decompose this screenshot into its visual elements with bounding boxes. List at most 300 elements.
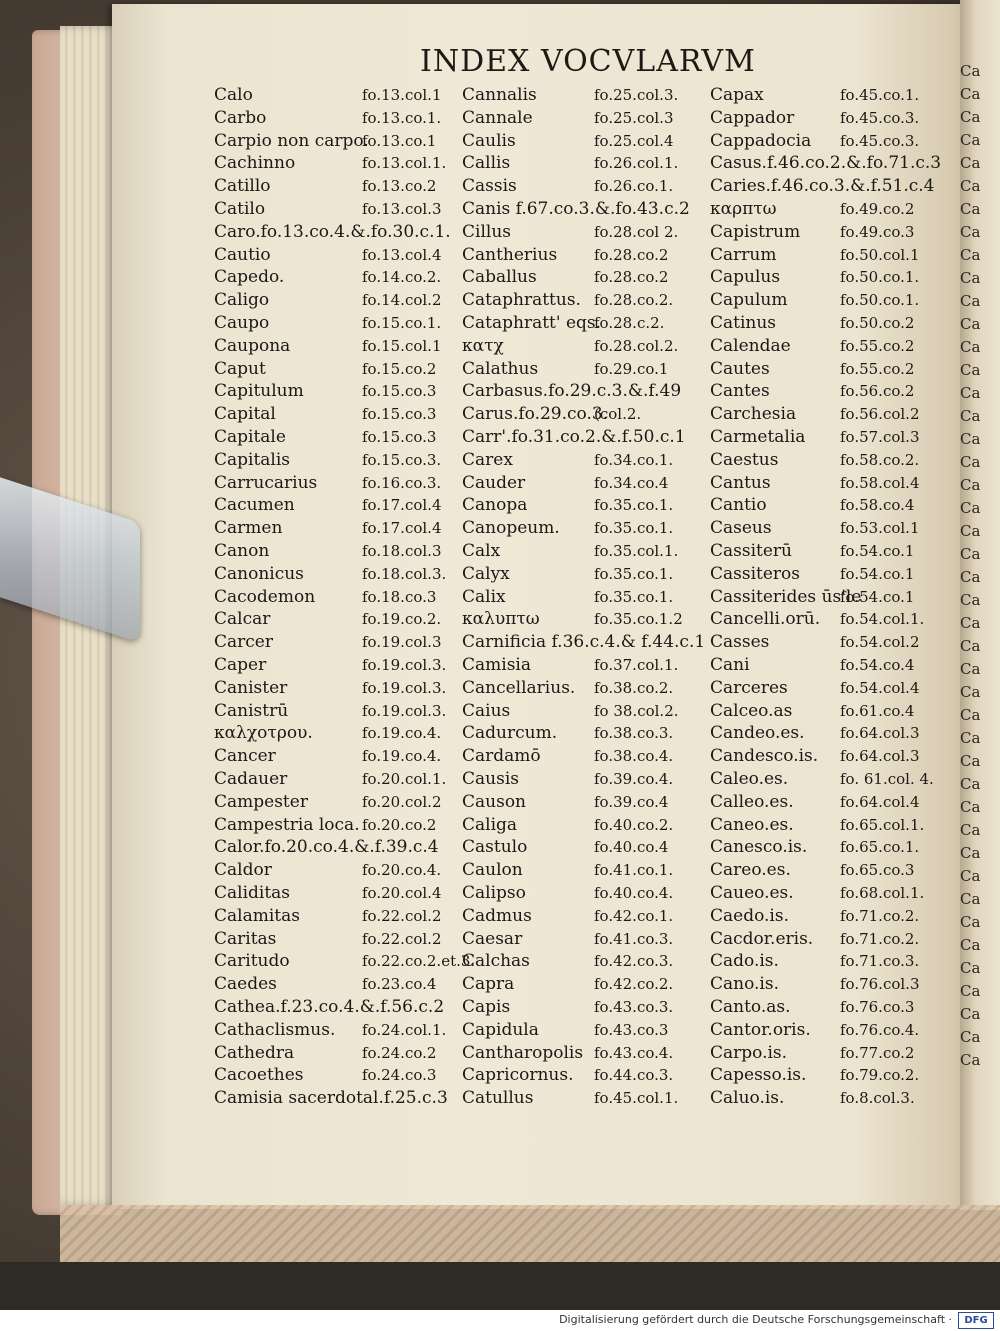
- index-term: Catilo: [214, 199, 266, 219]
- edge-fragment: Ca: [960, 798, 981, 816]
- index-term: Caseus: [710, 518, 772, 539]
- index-term: Capesso.is.: [710, 1065, 807, 1086]
- index-term: Carmetalia: [710, 427, 806, 447]
- index-entry: [710, 563, 960, 586]
- index-term: Calathus: [462, 358, 539, 379]
- index-term: Canistrū: [214, 700, 289, 721]
- index-entry: [710, 768, 960, 791]
- index-term: Careo.es.: [710, 860, 791, 881]
- index-term: Cassiteros: [710, 563, 801, 584]
- index-term: Carchesia: [710, 404, 797, 425]
- index-folio-ref: fo.13.col.1.: [362, 154, 447, 173]
- index-entry: [462, 608, 712, 631]
- index-term: Caius: [462, 700, 511, 721]
- index-folio-ref: fo.18.col.3.: [362, 564, 447, 583]
- index-entry: [710, 700, 960, 723]
- index-folio-ref: fo.64.col.3: [840, 724, 920, 743]
- index-term: Cacdor.eris.: [710, 928, 814, 949]
- index-entry: [710, 859, 960, 882]
- index-folio-ref: fo.76.co.3: [840, 998, 915, 1016]
- index-entry: [710, 84, 960, 107]
- index-entry: [462, 380, 712, 403]
- index-entry: [710, 358, 960, 381]
- index-term: Caedo.is.: [710, 905, 789, 926]
- edge-fragment: Ca: [960, 476, 981, 494]
- edge-fragment: Ca: [960, 913, 981, 931]
- index-entry: [214, 517, 464, 540]
- index-term: Carex: [462, 449, 513, 470]
- index-entry: [214, 586, 464, 609]
- edge-fragment: Ca: [960, 407, 981, 425]
- index-folio-ref: fo.54.co.1: [840, 542, 915, 560]
- index-term: Catinus: [710, 313, 777, 333]
- index-folio-ref: fo.40.co.2.: [594, 815, 674, 834]
- index-entry: [214, 380, 464, 403]
- index-entry: [214, 996, 464, 1019]
- index-term: Canto.as.: [710, 997, 791, 1017]
- index-folio-ref: fo.65.col.1.: [840, 815, 925, 834]
- index-folio-ref: fo.19.co.4.: [362, 747, 442, 766]
- index-entry: [710, 312, 960, 335]
- index-term: Cannale: [462, 107, 533, 128]
- book-bottom-edge: [60, 1205, 1000, 1265]
- index-term: Capis: [462, 997, 511, 1017]
- index-term: Cadmus: [462, 905, 532, 926]
- index-entry: [462, 244, 712, 267]
- index-entry: [214, 905, 464, 928]
- index-folio-ref: fo.19.col.3.: [362, 701, 447, 720]
- index-entry: [710, 973, 960, 996]
- index-entry: [214, 950, 476, 973]
- index-folio-ref: fo.58.co.2.: [840, 450, 920, 469]
- index-folio-ref: fo.26.co.1.: [594, 177, 674, 196]
- index-folio-ref: fo.50.col.1: [840, 245, 920, 264]
- index-term: Carmen: [214, 518, 283, 539]
- index-term: Capra: [462, 974, 515, 995]
- index-folio-ref: fo.61.co.4: [840, 701, 915, 720]
- index-folio-ref: fo.15.co.3.: [362, 450, 442, 469]
- index-term: Capitale: [214, 427, 286, 447]
- index-term: Calendae: [710, 335, 791, 356]
- index-entry: [462, 152, 712, 175]
- index-term: Cadurcum.: [462, 723, 558, 744]
- index-folio-ref: fo.16.co.3.: [362, 473, 442, 492]
- index-entry: [214, 130, 464, 153]
- index-entry: [214, 472, 464, 495]
- index-entry: [214, 700, 464, 723]
- index-folio-ref: fo 38.col.2.: [594, 701, 679, 720]
- index-folio-ref: fo.64.col.3: [840, 747, 920, 766]
- index-entry: [214, 1042, 464, 1065]
- index-folio-ref: fo.54.co.1: [840, 587, 915, 606]
- index-entry: [462, 1019, 712, 1042]
- index-entry: [710, 540, 960, 563]
- index-term: Calamitas: [214, 905, 300, 926]
- index-term: Calix: [462, 586, 506, 607]
- edge-fragment: Ca: [960, 614, 981, 632]
- index-folio-ref: fo.34.co.1.: [594, 450, 674, 469]
- index-term: Cacodemon: [214, 586, 316, 607]
- index-folio-ref: fo.24.co.2: [362, 1043, 437, 1062]
- index-entry: [710, 221, 960, 244]
- index-term: Cachinno: [214, 153, 296, 174]
- edge-fragment: Ca: [960, 660, 981, 678]
- index-folio-ref: fo.45.col.1.: [594, 1089, 679, 1108]
- index-folio-ref: fo.40.co.4: [594, 838, 669, 857]
- edge-fragment: Ca: [960, 430, 981, 448]
- index-entry: [710, 950, 960, 973]
- index-folio-ref: fo.13.co.1.: [362, 108, 442, 127]
- index-folio-ref: fo.56.co.2: [840, 382, 915, 401]
- index-entry: [462, 540, 712, 563]
- edge-fragment: Ca: [960, 269, 981, 287]
- index-term: Cappadocia: [710, 130, 812, 151]
- index-term: Cillus: [462, 221, 511, 242]
- index-term: Causon: [462, 791, 526, 812]
- index-folio-ref: fo.24.co.3: [362, 1066, 437, 1085]
- index-entry: [214, 289, 464, 312]
- index-term: Canister: [214, 677, 288, 698]
- index-term: Carrum: [710, 244, 777, 265]
- index-folio-ref: fo.42.co.3.: [594, 952, 674, 971]
- index-term: Calceo.as: [710, 700, 793, 721]
- index-entry: [462, 221, 712, 244]
- index-term: καρπτω: [710, 199, 777, 219]
- index-term: Cannalis: [462, 85, 537, 105]
- index-entry: [710, 586, 960, 609]
- index-entry: [462, 563, 712, 586]
- index-folio-ref: fo.38.co.2.: [594, 678, 674, 697]
- edge-fragment: Ca: [960, 292, 981, 310]
- index-term: Carus.fo.29.co.3.: [462, 404, 609, 425]
- edge-fragment: Ca: [960, 545, 981, 563]
- index-folio-ref: fo.24.col.1.: [362, 1020, 447, 1039]
- index-term: Calipso: [462, 883, 526, 903]
- index-folio-ref: fo.35.co.1.2: [594, 610, 683, 629]
- index-entry: [214, 312, 464, 335]
- index-folio-ref: fo.14.co.2.: [362, 268, 442, 287]
- index-entry: [214, 244, 464, 267]
- page-title: INDEX VOCVLARVM: [420, 44, 756, 79]
- index-entry: [214, 654, 464, 677]
- index-term: Caneo.es.: [710, 814, 794, 835]
- index-term: Cautio: [214, 244, 271, 265]
- index-folio-ref: fo.19.col.3: [362, 633, 442, 652]
- index-term: Caligo: [214, 290, 270, 311]
- index-folio-ref: fo.40.co.4.: [594, 884, 674, 902]
- index-folio-ref: fo.34.co.4: [594, 473, 669, 492]
- index-entry: [214, 540, 464, 563]
- index-entry: [710, 472, 960, 495]
- index-entry: [462, 266, 712, 289]
- index-folio-ref: fo.38.co.4.: [594, 747, 674, 766]
- index-folio-ref: fo.14.col.2: [362, 291, 442, 310]
- index-folio-ref: fo.20.col.2: [362, 792, 442, 811]
- index-term: Caedes: [214, 974, 277, 995]
- index-entry: [462, 494, 712, 517]
- index-folio-ref: fo.79.co.2.: [840, 1066, 920, 1085]
- index-folio-ref: fo.18.co.3: [362, 587, 437, 606]
- index-term: Cautes: [710, 358, 770, 379]
- edge-fragment: Ca: [960, 338, 981, 356]
- index-term: Capulum: [710, 290, 788, 311]
- index-entry: [462, 84, 712, 107]
- edge-fragment: Ca: [960, 867, 981, 885]
- index-folio-ref: fo.13.co.2: [362, 177, 437, 196]
- index-term: Calchas: [462, 951, 530, 972]
- index-entry: [710, 905, 960, 928]
- index-entry: [710, 791, 960, 814]
- index-term: Carpio non carpo.: [214, 130, 369, 151]
- index-term: Calyx: [462, 563, 510, 584]
- index-entry: [214, 1019, 464, 1042]
- index-term: Cantio: [710, 495, 767, 516]
- index-entry: [462, 836, 712, 859]
- index-term: Campester: [214, 791, 308, 812]
- index-term: Caluo.is.: [710, 1088, 785, 1109]
- index-entry: [462, 335, 712, 358]
- index-entry: [462, 449, 712, 472]
- next-page-edge-text: [960, 60, 1000, 1160]
- index-entry: [462, 358, 712, 381]
- index-entry: [462, 107, 712, 130]
- index-term: Capedo.: [214, 267, 285, 288]
- index-term: Caput: [214, 358, 266, 379]
- index-folio-ref: fo.19.col.3.: [362, 656, 447, 674]
- index-entry: [462, 472, 712, 495]
- index-term: Capitalis: [214, 449, 291, 470]
- index-entry: [710, 244, 960, 267]
- index-folio-ref: fo.65.co.1.: [840, 838, 920, 857]
- index-term: Cantherius: [462, 244, 558, 265]
- footer-credit: Digitalisierung gefördert durch die Deutsche Forschungsgemeinschaft ·: [559, 1313, 952, 1326]
- index-term: Cataphrattus.: [462, 290, 581, 311]
- index-entry: [214, 403, 464, 426]
- index-folio-ref: fo.55.co.2: [840, 359, 915, 378]
- index-folio-ref: fo.54.col.2: [840, 633, 920, 652]
- index-term: Caritudo: [214, 951, 290, 972]
- index-entry: [710, 654, 960, 677]
- index-entry: [710, 335, 960, 358]
- index-entry: [214, 722, 464, 745]
- index-entry: [710, 996, 960, 1019]
- index-term: Carbasus.fo.29.c.3.&.f.49: [462, 381, 682, 402]
- index-entry: [214, 152, 464, 175]
- index-folio-ref: fo.20.co.4.: [362, 861, 442, 880]
- index-entry: [214, 563, 464, 586]
- index-entry: [214, 335, 464, 358]
- index-term: Caliga: [462, 814, 518, 835]
- index-term: Cauder: [462, 472, 526, 493]
- index-entry: [214, 198, 464, 221]
- index-folio-ref: fo.35.co.1.: [594, 519, 674, 538]
- index-entry: [462, 289, 712, 312]
- index-folio-ref: fo.25.col.3.: [594, 86, 679, 104]
- index-entry: [710, 426, 960, 449]
- index-term: Cassiterū: [710, 541, 792, 561]
- index-term: Cantharopolis: [462, 1042, 584, 1063]
- edge-fragment: Ca: [960, 591, 981, 609]
- index-folio-ref: fo.25.col.4: [594, 131, 674, 150]
- edge-fragment: Ca: [960, 177, 981, 195]
- index-entry: [710, 494, 960, 517]
- index-entry: [214, 358, 464, 381]
- index-folio-ref: fo.50.co.1.: [840, 291, 920, 310]
- index-folio-ref: fo.76.col.3: [840, 975, 920, 994]
- index-entry: [462, 403, 712, 426]
- edge-fragment: Ca: [960, 568, 981, 586]
- edge-fragment: Ca: [960, 246, 981, 264]
- edge-fragment: Ca: [960, 85, 981, 103]
- index-term: Capistrum: [710, 221, 801, 242]
- index-folio-ref: fo.43.co.4.: [594, 1043, 674, 1062]
- index-term: Cathea.f.23.co.4.&.f.56.c.2: [214, 997, 445, 1017]
- index-term: Cacumen: [214, 495, 295, 516]
- index-entry: [214, 631, 464, 654]
- index-folio-ref: fo.71.co.2.: [840, 906, 920, 925]
- index-term: Cassiterides ūs'le: [710, 586, 862, 607]
- edge-fragment: Ca: [960, 499, 981, 517]
- index-term: Canon: [214, 541, 270, 561]
- index-entry: [710, 608, 960, 631]
- index-entry: [214, 175, 464, 198]
- index-term: Cantus: [710, 472, 771, 493]
- edge-fragment: Ca: [960, 752, 981, 770]
- edge-fragment: Ca: [960, 1005, 981, 1023]
- index-term: Cathedra: [214, 1042, 295, 1063]
- index-entry: [214, 973, 464, 996]
- index-entry: [710, 1042, 960, 1065]
- index-folio-ref: fo.45.co.3.: [840, 108, 920, 127]
- index-folio-ref: fo.15.co.1.: [362, 314, 442, 332]
- index-folio-ref: fo.28.col 2.: [594, 222, 679, 241]
- index-term: Cano.is.: [710, 974, 779, 995]
- index-folio-ref: fo.35.col.1.: [594, 542, 679, 560]
- edge-fragment: Ca: [960, 131, 981, 149]
- index-entry: [462, 745, 712, 768]
- index-entry: [214, 266, 464, 289]
- edge-fragment: Ca: [960, 62, 981, 80]
- index-folio-ref: fo.54.col.1.: [840, 610, 925, 629]
- index-entry: [462, 517, 712, 540]
- index-term: Caries.f.46.co.3.&.f.51.c.4: [710, 176, 935, 197]
- index-term: Cappador: [710, 107, 795, 128]
- index-term: Cani: [710, 655, 750, 675]
- index-term: Caleo.es.: [710, 769, 789, 789]
- edge-fragment: Ca: [960, 108, 981, 126]
- index-term: Calx: [462, 541, 501, 561]
- index-term: Cacoethes: [214, 1065, 304, 1086]
- edge-fragment: Ca: [960, 890, 981, 908]
- index-entry: [462, 768, 712, 791]
- index-term: Canesco.is.: [710, 837, 808, 858]
- index-term: Caliditas: [214, 883, 291, 903]
- index-entry: [462, 973, 712, 996]
- index-entry: [214, 221, 464, 244]
- index-entry: [710, 631, 960, 654]
- index-folio-ref: fo. 61.col. 4.: [840, 770, 934, 788]
- index-term: Camisia sacerdotal.f.25.c.3: [214, 1088, 448, 1109]
- index-folio-ref: fo.13.co.1: [362, 131, 437, 150]
- index-folio-ref: fo.29.co.1: [594, 359, 669, 378]
- index-folio-ref: fo.54.co.1: [840, 564, 915, 583]
- index-entry: [462, 677, 712, 700]
- index-folio-ref: fo.35.co.1.: [594, 496, 674, 515]
- index-folio-ref: fo.39.co.4.: [594, 770, 674, 788]
- index-term: Caueo.es.: [710, 883, 794, 903]
- index-entry: [710, 882, 960, 905]
- index-term: Casus.f.46.co.2.&.fo.71.c.3: [710, 153, 942, 174]
- index-entry: [462, 791, 712, 814]
- edge-fragment: Ca: [960, 982, 981, 1000]
- index-folio-ref: fo.17.col.4: [362, 519, 442, 538]
- index-folio-ref: fo.23.co.4: [362, 975, 437, 994]
- index-entry: [462, 426, 712, 449]
- index-folio-ref: fo.71.co.2.: [840, 929, 920, 948]
- index-folio-ref: fo.20.col.4: [362, 884, 442, 902]
- index-term: Cantor.oris.: [710, 1019, 811, 1040]
- index-folio-ref: fo.58.co.4: [840, 496, 915, 515]
- index-term: Caestus: [710, 449, 779, 470]
- index-term: Caritas: [214, 928, 277, 949]
- index-entry: [710, 152, 960, 175]
- index-entry: [214, 677, 464, 700]
- index-entry: [462, 996, 712, 1019]
- index-folio-ref: fo.28.c.2.: [594, 314, 665, 332]
- index-term: Cataphratt' eqs.: [462, 313, 602, 333]
- index-term: Capulus: [710, 267, 781, 288]
- index-entry: [710, 1064, 960, 1087]
- index-entry: [462, 700, 712, 723]
- edge-fragment: Ca: [960, 844, 981, 862]
- index-folio-ref: fo.42.co.2.: [594, 975, 674, 994]
- edge-fragment: Ca: [960, 1051, 981, 1069]
- edge-fragment: Ca: [960, 637, 981, 655]
- index-folio-ref: fo.19.co.2.: [362, 610, 442, 629]
- index-term: Canopeum.: [462, 518, 560, 539]
- index-entry: [462, 175, 712, 198]
- index-folio-ref: fo.22.col.2: [362, 929, 442, 948]
- edge-fragment: Ca: [960, 453, 981, 471]
- index-term: Cancellarius.: [462, 677, 576, 698]
- index-term: Cancer: [214, 746, 276, 767]
- index-entry: [214, 814, 464, 837]
- index-entry: [214, 882, 464, 905]
- index-entry: [462, 1064, 712, 1087]
- index-entry: [710, 1019, 960, 1042]
- index-entry: [710, 1087, 960, 1110]
- edge-fragment: Ca: [960, 936, 981, 954]
- index-entry: [462, 722, 712, 745]
- index-term: καλχοτρου.: [214, 723, 313, 744]
- index-entry: [710, 175, 960, 198]
- index-entry: [214, 768, 464, 791]
- index-folio-ref: fo.42.co.1.: [594, 906, 674, 925]
- index-term: Canis f.67.co.3.&.fo.43.c.2: [462, 199, 690, 219]
- dfg-logo: DFG: [958, 1312, 994, 1329]
- index-folio-ref: fo.20.co.2: [362, 815, 437, 834]
- index-entry: [214, 608, 464, 631]
- index-folio-ref: fo.45.co.1.: [840, 86, 920, 104]
- index-folio-ref: fo.8.col.3.: [840, 1089, 915, 1108]
- edge-fragment: Ca: [960, 821, 981, 839]
- index-entry: [214, 426, 464, 449]
- index-term: Campestria loca.: [214, 814, 360, 835]
- index-term: Caulon: [462, 860, 523, 881]
- index-entry: [214, 745, 464, 768]
- index-folio-ref: fo.18.col.3: [362, 542, 442, 560]
- edge-fragment: Ca: [960, 1028, 981, 1046]
